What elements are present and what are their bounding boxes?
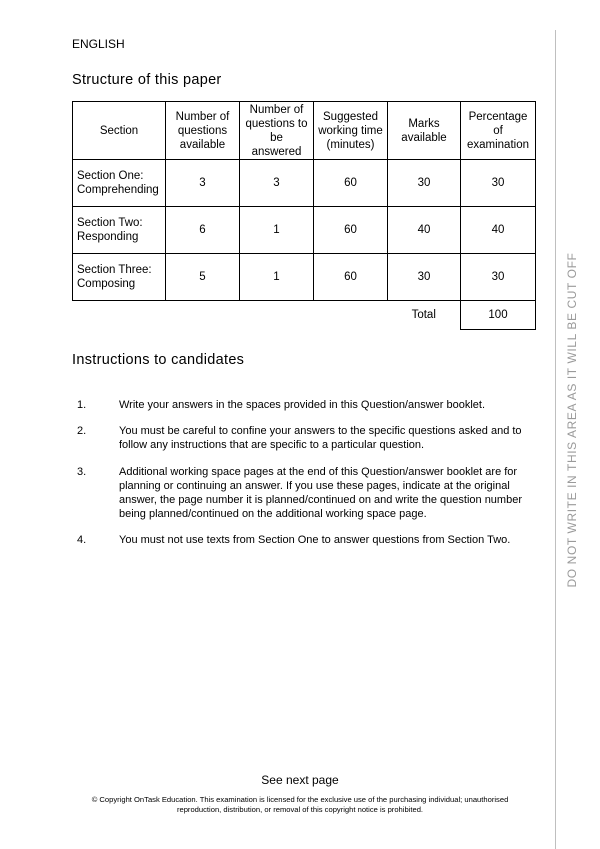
column-header-marks: Marks available [388,102,461,160]
answered-cell: 1 [240,254,314,301]
list-item [72,398,527,412]
instruction-text: You must be careful to confine your answers to the specific questions asked and to follow any instructions that are specific to a particular question. [119,425,522,452]
blank-cell [166,301,240,330]
marks-cell: 40 [388,207,461,254]
available-cell: 6 [166,207,240,254]
see-next-page: See next page [261,773,339,787]
blank-cell [314,301,388,330]
column-header-percentage: Percentage of examination [461,102,536,160]
answered-cell: 3 [240,160,314,207]
section-name-cell: Section One: Comprehending [73,160,166,207]
table-row [73,160,536,207]
percentage-cell: 40 [461,207,536,254]
blank-cell [73,301,166,330]
time-cell: 60 [314,254,388,301]
time-cell: 60 [314,207,388,254]
total-row [73,301,536,330]
total-value: 100 [461,301,536,330]
column-header-answered: Number of questions to be answered [240,102,314,160]
table-row [73,254,536,301]
instruction-number: 3. [77,465,87,478]
instruction-number: 1. [77,399,87,411]
column-header-section: Section [73,102,166,160]
column-header-available: Number of questions available [166,102,240,160]
table-header-row [73,102,536,160]
answered-cell: 1 [240,207,314,254]
list-item [72,533,527,547]
instruction-text: You must not use texts from Section One to answer questions from Section Two. [119,534,511,547]
instructions-list [72,398,527,560]
blank-cell [240,301,314,330]
section-name-cell: Section Two: Responding [73,207,166,254]
percentage-cell: 30 [461,254,536,301]
percentage-cell: 30 [461,160,536,207]
instruction-text: Additional working space pages at the end of this Question/answer booklet are for planning or continuing an answer. If you use these pages, indicate at the original answer, the page number it is planned/continued on and write the question number being planned/continued on the additional working space page. [119,465,522,521]
margin-notice: DO NOT WRITE IN THIS AREA AS IT WILL BE CUT OFF [565,252,579,588]
table-row [73,207,536,254]
structure-table [72,101,536,330]
list-item [72,465,527,522]
instruction-number: 4. [77,534,87,547]
list-item [72,424,527,452]
instruction-number: 2. [77,425,87,438]
available-cell: 3 [166,160,240,207]
column-header-time: Suggested working time (minutes) [314,102,388,160]
structure-heading: Structure of this paper [72,72,222,88]
marks-cell: 30 [388,160,461,207]
time-cell: 60 [314,160,388,207]
available-cell: 5 [166,254,240,301]
subject-header: ENGLISH [72,37,125,51]
total-label: Total [411,309,436,322]
cut-margin-line [555,30,556,849]
section-name-cell: Section Three: Composing [73,254,166,301]
copyright-notice: © Copyright OnTask Education. This examination is licensed for the exclusive use of the purchasing individual; unauthorised reproduction, distribution, or removal of this copyright notice is prohibited. [91,795,509,814]
marks-cell: 30 [388,254,461,301]
instruction-text: Write your answers in the spaces provided in this Question/answer booklet. [119,399,486,411]
instructions-heading: Instructions to candidates [72,352,245,368]
